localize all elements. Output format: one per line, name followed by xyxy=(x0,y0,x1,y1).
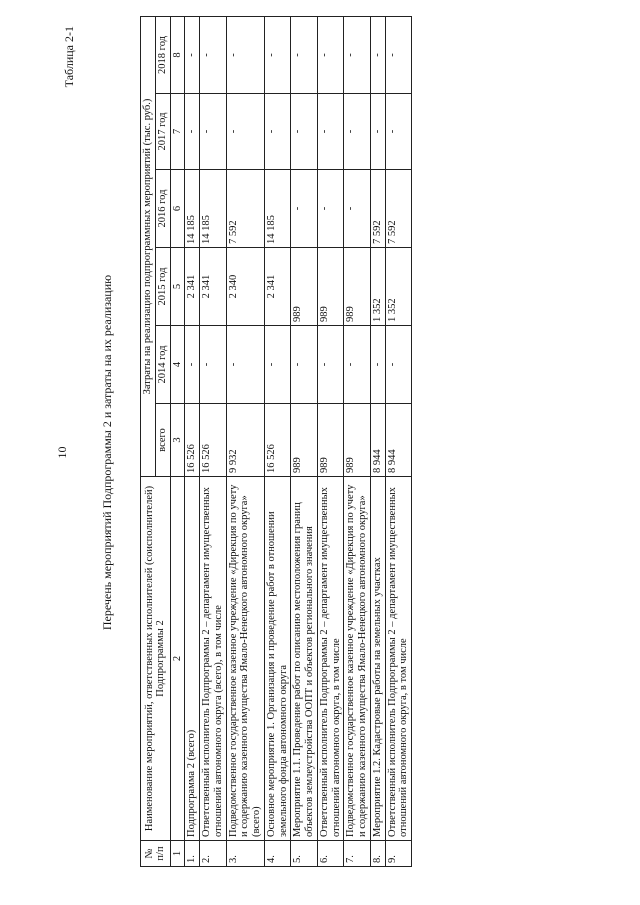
row-2018: - xyxy=(264,16,291,93)
header-2015: 2015 год xyxy=(155,248,170,326)
row-name: Основное мероприятие 1. Организация и проведение работ в отношении земельного фонда автономного округа xyxy=(264,477,291,841)
column-numbers-row xyxy=(170,16,185,866)
row-2014: - xyxy=(344,326,371,404)
row-total: 989 xyxy=(291,404,318,477)
row-2016: 14 185 xyxy=(200,170,227,248)
row-total: 8 944 xyxy=(370,404,385,477)
row-2018: - xyxy=(226,16,264,93)
row-num: 7. xyxy=(344,841,371,867)
row-total: 16 526 xyxy=(185,404,200,477)
table-row xyxy=(291,16,318,866)
row-2015: 2 341 xyxy=(264,248,291,326)
row-num: 1. xyxy=(185,841,200,867)
row-total: 16 526 xyxy=(264,404,291,477)
table-row xyxy=(317,16,344,866)
column-number: 2 xyxy=(170,477,185,841)
expenses-table xyxy=(140,16,412,867)
row-2018: - xyxy=(370,16,385,93)
header-row-1 xyxy=(141,16,156,866)
table-row xyxy=(200,16,227,866)
column-number: 5 xyxy=(170,248,185,326)
header-2014: 2014 год xyxy=(155,326,170,404)
table-label: Таблица 2-1 xyxy=(62,26,76,88)
column-number: 3 xyxy=(170,404,185,477)
row-num: 5. xyxy=(291,841,318,867)
row-2015: 2 341 xyxy=(200,248,227,326)
row-2016: 14 185 xyxy=(185,170,200,248)
row-name: Ответственный исполнитель Подпрограммы 2 – департамент имущественных отношений автономного округа (всего), в том числе xyxy=(200,477,227,841)
row-2016: - xyxy=(317,170,344,248)
row-num: 2. xyxy=(200,841,227,867)
row-num: 8. xyxy=(370,841,385,867)
table-row xyxy=(185,16,200,866)
row-2016: 7 592 xyxy=(226,170,264,248)
row-2015: 989 xyxy=(344,248,371,326)
row-2014: - xyxy=(264,326,291,404)
row-total: 16 526 xyxy=(200,404,227,477)
row-total: 8 944 xyxy=(385,404,412,477)
row-2014: - xyxy=(185,326,200,404)
header-num: № п/п xyxy=(141,841,171,867)
row-2015: 989 xyxy=(317,248,344,326)
row-2014: - xyxy=(200,326,227,404)
row-2014: - xyxy=(317,326,344,404)
row-num: 3. xyxy=(226,841,264,867)
row-num: 4. xyxy=(264,841,291,867)
row-name: Ответственный исполнитель Подпрограммы 2 – департамент имущественных отношений автономного округа, в том числе xyxy=(317,477,344,841)
row-2017: - xyxy=(385,94,412,170)
row-2017: - xyxy=(200,94,227,170)
row-2018: - xyxy=(185,16,200,93)
table-row xyxy=(370,16,385,866)
row-2017: - xyxy=(344,94,371,170)
row-name: Подведомственное государственное казенное учреждение «Дирекция по учету и содержанию казенного имущества Ямало-Ненецкого автономного округа» (всего) xyxy=(226,477,264,841)
row-name: Подведомственное государственное казенное учреждение «Дирекция по учету и содержанию казенного имущества Ямало-Ненецкого автономного округа» xyxy=(344,477,371,841)
column-number: 6 xyxy=(170,170,185,248)
row-total: 989 xyxy=(317,404,344,477)
row-2018: - xyxy=(317,16,344,93)
row-2015: 2 341 xyxy=(185,248,200,326)
column-number: 4 xyxy=(170,326,185,404)
row-2015: 2 340 xyxy=(226,248,264,326)
row-2017: - xyxy=(291,94,318,170)
row-2018: - xyxy=(385,16,412,93)
row-2014: - xyxy=(291,326,318,404)
row-2016: - xyxy=(291,170,318,248)
row-2015: 1 352 xyxy=(385,248,412,326)
row-2016: 7 592 xyxy=(385,170,412,248)
header-2016: 2016 год xyxy=(155,170,170,248)
row-2016: 7 592 xyxy=(370,170,385,248)
row-2014: - xyxy=(370,326,385,404)
header-costs: Затраты на реализацию подпрограммных мероприятий (тыс. руб.) xyxy=(141,16,156,476)
row-total: 989 xyxy=(344,404,371,477)
table-row xyxy=(226,16,264,866)
row-name: Мероприятие 1.1. Проведение работ по описанию местоположения границ объектов землеустройства ООПТ и объектов регионального значения xyxy=(291,477,318,841)
row-name: Ответственный исполнитель Подпрограммы 2 – департамент имущественных отношений автономного округа, в том числе xyxy=(385,477,412,841)
header-total: всего xyxy=(155,404,170,477)
table-row xyxy=(344,16,371,866)
row-2014: - xyxy=(385,326,412,404)
row-2015: 989 xyxy=(291,248,318,326)
row-2017: - xyxy=(226,94,264,170)
row-name: Подпрограмма 2 (всего) xyxy=(185,477,200,841)
header-2018: 2018 год xyxy=(155,16,170,93)
document-title: Перечень мероприятий Подпрограммы 2 и затраты на их реализацию xyxy=(100,274,114,631)
header-2017: 2017 год xyxy=(155,94,170,170)
page-number: 10 xyxy=(55,446,69,459)
row-2014: - xyxy=(226,326,264,404)
column-number: 7 xyxy=(170,94,185,170)
row-num: 9. xyxy=(385,841,412,867)
row-2017: - xyxy=(317,94,344,170)
table-row xyxy=(385,16,412,866)
row-2017: - xyxy=(264,94,291,170)
row-name: Мероприятие 1.2. Кадастровые работы на земельных участках xyxy=(370,477,385,841)
row-2015: 1 352 xyxy=(370,248,385,326)
row-2016: 14 185 xyxy=(264,170,291,248)
column-number: 8 xyxy=(170,16,185,93)
row-2017: - xyxy=(370,94,385,170)
row-2017: - xyxy=(185,94,200,170)
table-row xyxy=(264,16,291,866)
header-name: Наименование мероприятий, ответственных исполнителей (соисполнителей) Подпрограммы 2 xyxy=(141,477,171,841)
row-2018: - xyxy=(291,16,318,93)
row-num: 6. xyxy=(317,841,344,867)
row-total: 9 932 xyxy=(226,404,264,477)
row-2018: - xyxy=(344,16,371,93)
column-number: 1 xyxy=(170,841,185,867)
row-2018: - xyxy=(200,16,227,93)
row-2016: - xyxy=(344,170,371,248)
